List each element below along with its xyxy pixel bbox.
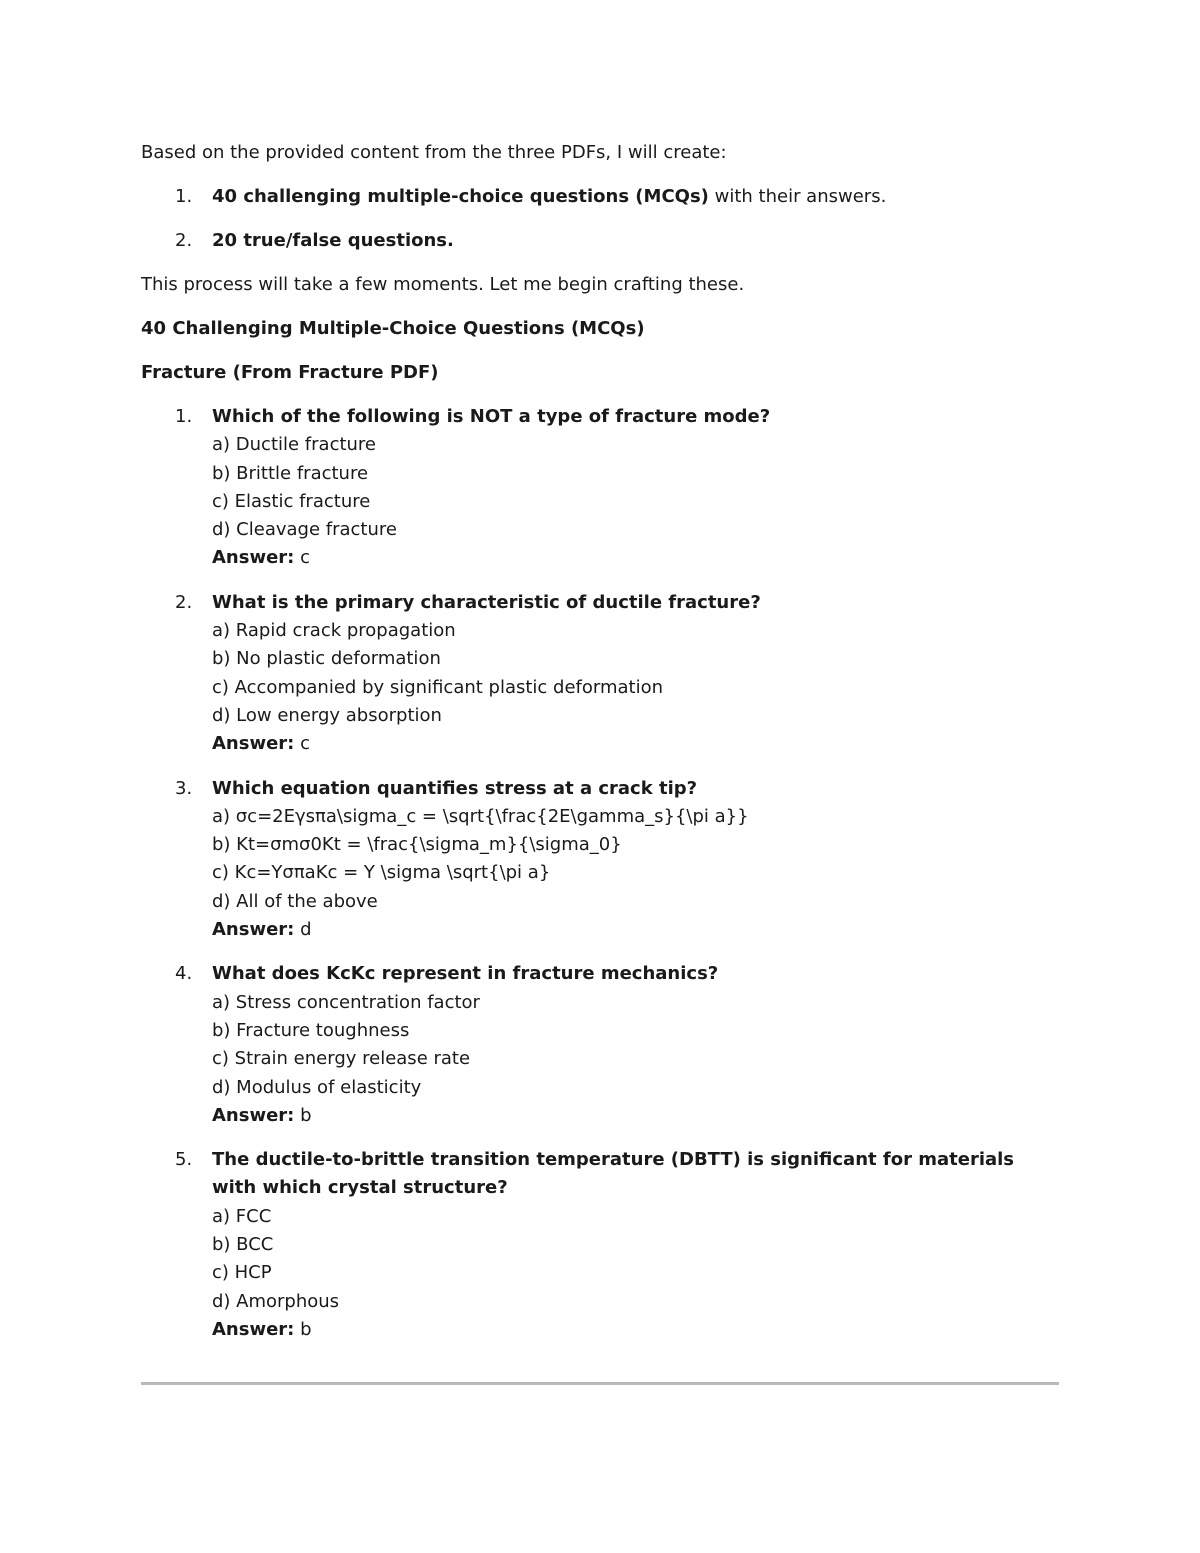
option: d) Amorphous bbox=[212, 1290, 340, 1312]
answer-line bbox=[212, 916, 1059, 944]
option: b) Kt=σmσ0Kt = \frac{\sigma_m}{\sigma_0} bbox=[212, 834, 622, 856]
plan-list bbox=[141, 183, 1059, 255]
answer-label: Answer: bbox=[212, 919, 295, 941]
answer-label: Answer: bbox=[212, 733, 295, 755]
question-item bbox=[141, 403, 1059, 573]
option: a) Ductile fracture bbox=[212, 434, 377, 456]
option: b) BCC bbox=[212, 1234, 274, 1256]
option: b) Brittle fracture bbox=[212, 462, 369, 484]
answer-label: Answer: bbox=[212, 1318, 295, 1340]
question-text: What is the primary characteristic of ductile fracture? bbox=[212, 591, 761, 613]
question-number: 3. bbox=[175, 777, 193, 799]
option: c) HCP bbox=[212, 1262, 272, 1284]
document-page bbox=[141, 139, 1059, 1360]
question-text: Which of the following is NOT a type of fracture mode? bbox=[212, 406, 771, 427]
option: c) Strain energy release rate bbox=[212, 1048, 471, 1070]
option: c) Elastic fracture bbox=[212, 490, 371, 512]
subsection-title: Fracture (From Fracture PDF) bbox=[141, 362, 439, 383]
question-number: 1. bbox=[175, 406, 193, 427]
answer-line bbox=[212, 544, 1059, 572]
question-item bbox=[141, 1146, 1059, 1344]
question-number: 5. bbox=[175, 1149, 193, 1171]
process-note: This process will take a few moments. Let me begin crafting these. bbox=[141, 274, 745, 295]
option: c) Accompanied by significant plastic deformation bbox=[212, 676, 664, 698]
plan-item-number: 2. bbox=[175, 230, 193, 251]
question-number: 4. bbox=[175, 963, 193, 985]
option: a) Rapid crack propagation bbox=[212, 620, 456, 642]
option: b) No plastic deformation bbox=[212, 648, 441, 670]
option: d) Cleavage fracture bbox=[212, 519, 397, 541]
answer-line bbox=[212, 1316, 1059, 1344]
question-text: What does KcKc represent in fracture mechanics? bbox=[212, 963, 719, 985]
option: d) Modulus of elasticity bbox=[212, 1076, 422, 1098]
option: c) Kc=YσπaKc = Y \sigma \sqrt{\pi a} bbox=[212, 862, 551, 884]
question-text: Which equation quantifies stress at a crack tip? bbox=[212, 777, 698, 799]
answer-label: Answer: bbox=[212, 547, 295, 569]
horizontal-divider bbox=[141, 1382, 1059, 1385]
question-item bbox=[141, 589, 1059, 759]
plan-item-bold: 20 true/false questions. bbox=[212, 230, 454, 251]
question-text: The ductile-to-brittle transition temperature (DBTT) is significant for materials with which crystal structure? bbox=[212, 1149, 1015, 1199]
section-title: 40 Challenging Multiple-Choice Questions (MCQs) bbox=[141, 318, 645, 339]
answer-value: b bbox=[294, 1104, 312, 1126]
question-list bbox=[141, 403, 1059, 1344]
answer-value: d bbox=[294, 919, 312, 941]
option: b) Fracture toughness bbox=[212, 1019, 410, 1041]
answer-line bbox=[212, 730, 1059, 758]
question-item bbox=[141, 775, 1059, 945]
plan-item bbox=[141, 227, 1059, 255]
plan-item-bold: 40 challenging multiple-choice questions (MCQs) bbox=[212, 186, 709, 207]
plan-item-rest: with their answers. bbox=[708, 186, 887, 207]
option: d) Low energy absorption bbox=[212, 704, 442, 726]
option: a) FCC bbox=[212, 1205, 272, 1227]
intro-text: Based on the provided content from the three PDFs, I will create: bbox=[141, 142, 727, 163]
plan-item bbox=[141, 183, 1059, 211]
plan-item-number: 1. bbox=[175, 186, 193, 207]
option: a) σc=2Eγsπa\sigma_c = \sqrt{\frac{2E\gamma_s}{\pi a}} bbox=[212, 805, 749, 827]
answer-value: c bbox=[294, 547, 310, 569]
question-item bbox=[141, 960, 1059, 1130]
question-number: 2. bbox=[175, 591, 193, 613]
option: d) All of the above bbox=[212, 890, 378, 912]
answer-line bbox=[212, 1102, 1059, 1130]
answer-value: c bbox=[294, 733, 310, 755]
answer-label: Answer: bbox=[212, 1104, 295, 1126]
answer-value: b bbox=[294, 1318, 312, 1340]
option: a) Stress concentration factor bbox=[212, 991, 480, 1013]
